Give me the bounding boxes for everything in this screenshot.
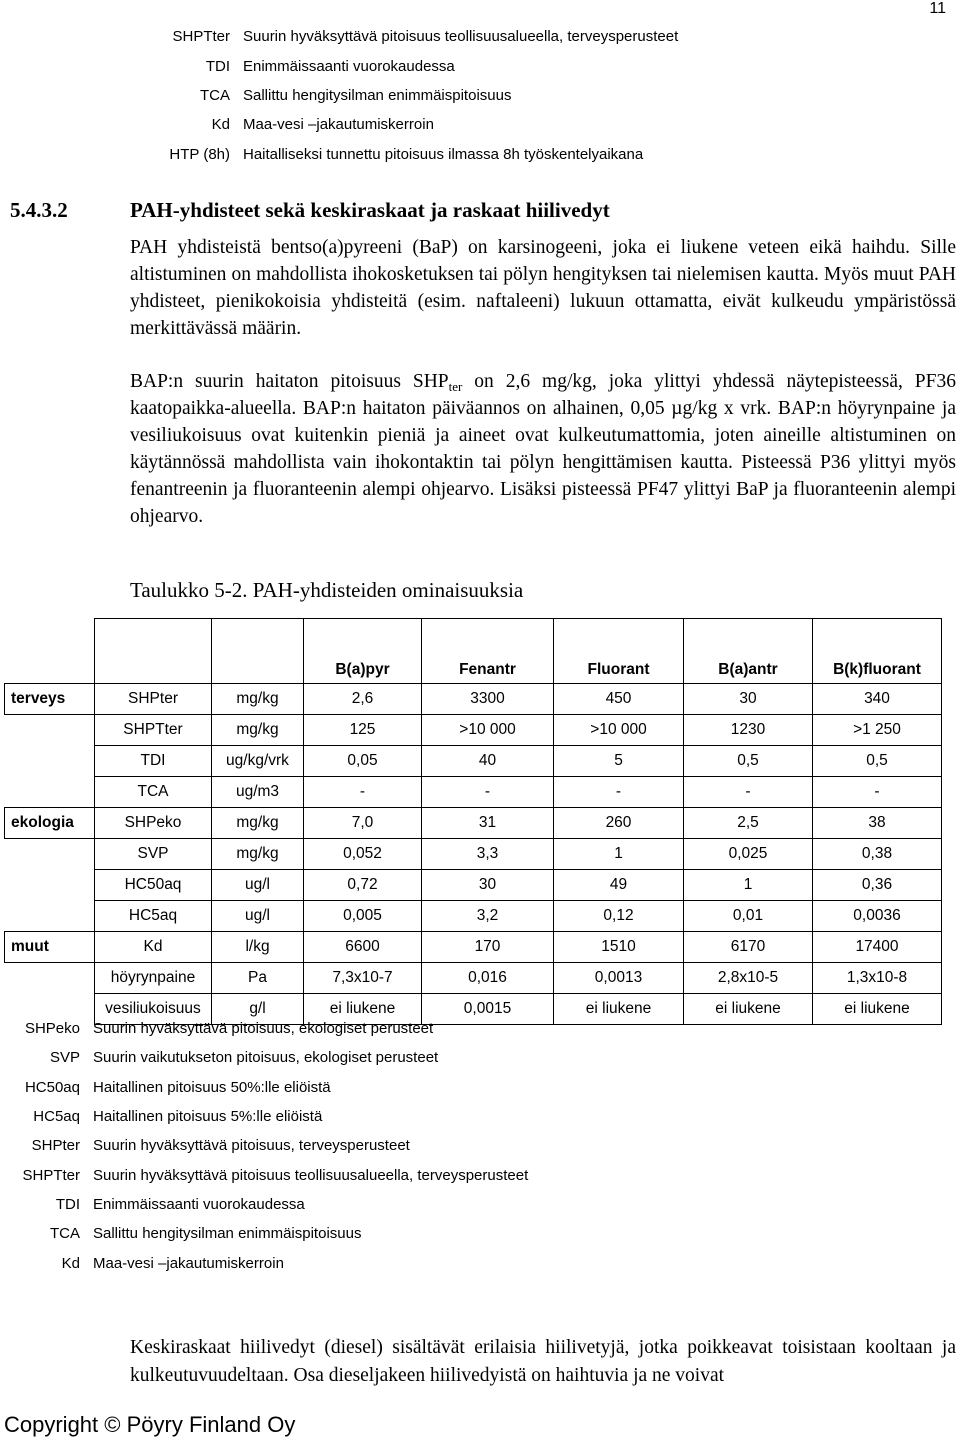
table-row — [5, 684, 942, 715]
table-header-row — [5, 619, 942, 684]
value-cell: 31 — [422, 808, 554, 839]
value-cell: 340 — [813, 684, 942, 715]
abbreviation-list-bottom — [4, 1014, 528, 1278]
abbreviation-text: Suurin hyväksyttävä pitoisuus teollisuusalueella, terveysperusteet — [93, 1166, 529, 1184]
abbreviation-key: TDI — [55, 1195, 80, 1213]
value-cell: 1230 — [684, 715, 813, 746]
abbreviation-text: Maa-vesi –jakautumiskerroin — [93, 1254, 284, 1272]
value-cell: 0,72 — [304, 870, 422, 901]
value-cell: ei liukene — [554, 994, 684, 1025]
category-cell — [5, 870, 95, 901]
unit-cell: Pa — [212, 963, 304, 994]
paragraph-bap — [130, 369, 956, 530]
abbreviation-key: HC5aq — [33, 1108, 80, 1126]
value-cell: 17400 — [813, 932, 942, 963]
abbreviation-key: Kd — [211, 116, 230, 134]
value-cell: 0,0013 — [554, 963, 684, 994]
section-heading — [10, 198, 610, 223]
abbreviation-key: SHPTter — [22, 1166, 80, 1184]
value-cell: 1 — [684, 870, 813, 901]
abbreviation-key: SVP — [49, 1049, 80, 1067]
abbreviation-row — [4, 1160, 528, 1189]
category-cell: muut — [5, 932, 95, 963]
abbreviation-row — [158, 81, 678, 110]
param-cell: HC50aq — [95, 870, 212, 901]
abbreviation-row — [4, 1131, 528, 1160]
value-cell: 0,005 — [304, 901, 422, 932]
category-cell — [5, 963, 95, 994]
value-cell: 5 — [554, 746, 684, 777]
param-cell: SHPTter — [95, 715, 212, 746]
value-cell: 1510 — [554, 932, 684, 963]
category-cell: terveys — [5, 684, 95, 715]
pah-properties-table — [4, 618, 942, 1025]
abbreviation-text: Haitallinen pitoisuus 5%:lle eliöistä — [93, 1108, 323, 1126]
abbreviation-row — [158, 110, 678, 139]
unit-cell: l/kg — [212, 932, 304, 963]
value-cell: - — [813, 777, 942, 808]
column-header: Fenantr — [422, 619, 554, 684]
table-row — [5, 963, 942, 994]
value-cell: 0,12 — [554, 901, 684, 932]
table-row — [5, 901, 942, 932]
value-cell: 6600 — [304, 932, 422, 963]
abbreviation-key: SHPter — [31, 1137, 80, 1155]
value-cell: 3,3 — [422, 839, 554, 870]
abbreviation-key: HTP (8h) — [169, 145, 230, 163]
value-cell: 6170 — [684, 932, 813, 963]
abbreviation-key: TCA — [200, 86, 230, 104]
abbreviation-text: Suurin hyväksyttävä pitoisuus teollisuusalueella, terveysperusteet — [243, 28, 679, 46]
param-cell: TDI — [95, 746, 212, 777]
table-row — [5, 808, 942, 839]
value-cell: ei liukene — [813, 994, 942, 1025]
value-cell: >10 000 — [554, 715, 684, 746]
abbreviation-text: Enimmäissaanti vuorokaudessa — [93, 1195, 305, 1213]
value-cell: ei liukene — [684, 994, 813, 1025]
abbreviation-text: Maa-vesi –jakautumiskerroin — [243, 116, 434, 134]
value-cell: - — [554, 777, 684, 808]
unit-cell: g/l — [212, 994, 304, 1025]
abbreviation-key: SHPTter — [172, 28, 230, 46]
abbreviation-row — [4, 1190, 528, 1219]
param-cell: SHPeko — [95, 808, 212, 839]
abbreviation-key: Kd — [61, 1254, 80, 1272]
unit-cell: ug/kg/vrk — [212, 746, 304, 777]
value-cell: >10 000 — [422, 715, 554, 746]
unit-cell: ug/l — [212, 901, 304, 932]
value-cell: 0,052 — [304, 839, 422, 870]
value-cell: 260 — [554, 808, 684, 839]
abbreviation-key: SHPeko — [24, 1020, 80, 1038]
abbreviation-row — [158, 140, 678, 169]
copyright-footer: Copyright © Pöyry Finland Oy — [4, 1412, 296, 1437]
value-cell: 1,3x10-8 — [813, 963, 942, 994]
value-cell: 2,8x10-5 — [684, 963, 813, 994]
column-header: B(a)antr — [684, 619, 813, 684]
empty-cell — [5, 619, 95, 684]
table-row — [5, 839, 942, 870]
unit-cell: ug/m3 — [212, 777, 304, 808]
value-cell: 7,0 — [304, 808, 422, 839]
value-cell: 1 — [554, 839, 684, 870]
value-cell: 0,0036 — [813, 901, 942, 932]
category-cell — [5, 746, 95, 777]
table-caption: Taulukko 5-2. PAH-yhdisteiden ominaisuuksia — [130, 578, 524, 602]
paragraph-bap-start: BAP:n suurin haitaton pitoisuus SHP — [130, 371, 449, 392]
section-title: PAH-yhdisteet sekä keskiraskaat ja raskaat hiilivedyt — [130, 198, 610, 222]
abbreviation-text: Sallittu hengitysilman enimmäispitoisuus — [243, 86, 512, 104]
abbreviation-text: Suurin vaikutukseton pitoisuus, ekologiset perusteet — [93, 1049, 439, 1067]
value-cell: 7,3x10-7 — [304, 963, 422, 994]
abbreviation-row — [158, 22, 678, 51]
empty-header-cell — [95, 619, 212, 684]
abbreviation-row — [158, 51, 678, 80]
unit-cell: mg/kg — [212, 808, 304, 839]
value-cell: 2,5 — [684, 808, 813, 839]
value-cell: 40 — [422, 746, 554, 777]
value-cell: 0,38 — [813, 839, 942, 870]
value-cell: 49 — [554, 870, 684, 901]
value-cell: 0,016 — [422, 963, 554, 994]
table-row — [5, 932, 942, 963]
abbreviation-list-top — [158, 22, 678, 169]
param-cell: höyrynpaine — [95, 963, 212, 994]
value-cell: 3300 — [422, 684, 554, 715]
paragraph-hydrocarbons: Keskiraskaat hiilivedyt (diesel) sisältävät erilaisia hiilivetyjä, jotka poikkeavat toisistaan kooltaan ja kulkeutuvuudeltaan. Osa dieseljakeen hiilivedyistä on haihtuvia ja ne voivat — [130, 1337, 956, 1386]
abbreviation-text: Suurin hyväksyttävä pitoisuus, terveysperusteet — [93, 1137, 410, 1155]
value-cell: >1 250 — [813, 715, 942, 746]
section-number: 5.4.3.2 — [10, 198, 68, 222]
value-cell: ei liukene — [304, 994, 422, 1025]
abbreviation-row — [4, 1014, 528, 1043]
abbreviation-text: Suurin hyväksyttävä pitoisuus, ekologiset perusteet — [93, 1020, 434, 1038]
unit-cell: ug/l — [212, 870, 304, 901]
value-cell: 170 — [422, 932, 554, 963]
abbreviation-text: Sallittu hengitysilman enimmäispitoisuus — [93, 1225, 362, 1243]
param-cell: HC5aq — [95, 901, 212, 932]
param-cell: Kd — [95, 932, 212, 963]
value-cell: 450 — [554, 684, 684, 715]
value-cell: 0,01 — [684, 901, 813, 932]
value-cell: 30 — [422, 870, 554, 901]
unit-cell: mg/kg — [212, 839, 304, 870]
abbreviation-text: Haitallinen pitoisuus 50%:lle eliöistä — [93, 1078, 331, 1096]
value-cell: 0,025 — [684, 839, 813, 870]
paragraph-bap-rest: on 2,6 mg/kg, joka ylittyi yhdessä näytepisteessä, PF36 kaatopaikka-alueella. BAP:n haitaton päiväannos on alhainen, 0,05 µg/kg x vrk. BAP:n höyrynpaine ja vesiliukoisuus ovat kuitenkin pieniä ja aineet ovat kulkeutumattomia, joten aineille altistuminen on käytännössä mahdollista vain ihokontaktin tai pölyn hengittämisen kautta. Pisteessä P36 ylittyi myös fenantreenin ja fluoranteenin alempi ohjearvo. Lisäksi pisteessä PF47 ylittyi BaP ja fluoranteenin alempi ohjearvo. — [130, 371, 956, 527]
abbreviation-row — [4, 1248, 528, 1277]
column-header: B(k)fluorant — [813, 619, 942, 684]
empty-header-cell — [212, 619, 304, 684]
abbreviation-row — [4, 1043, 528, 1072]
unit-cell: mg/kg — [212, 715, 304, 746]
column-header: Fluorant — [554, 619, 684, 684]
abbreviation-row — [4, 1073, 528, 1102]
value-cell: 0,0015 — [422, 994, 554, 1025]
table-row — [5, 777, 942, 808]
value-cell: 0,05 — [304, 746, 422, 777]
abbreviation-key: TDI — [205, 57, 230, 75]
page-number: 11 — [929, 0, 946, 17]
abbreviation-key: TCA — [50, 1225, 80, 1243]
value-cell: 2,6 — [304, 684, 422, 715]
param-cell: TCA — [95, 777, 212, 808]
value-cell: 125 — [304, 715, 422, 746]
table-row — [5, 746, 942, 777]
value-cell: 38 — [813, 808, 942, 839]
category-cell — [5, 777, 95, 808]
value-cell: 3,2 — [422, 901, 554, 932]
abbreviation-text: Haitalliseksi tunnettu pitoisuus ilmassa 8h työskentelyaikana — [243, 145, 644, 163]
abbreviation-key: HC50aq — [24, 1078, 80, 1096]
value-cell: 30 — [684, 684, 813, 715]
value-cell: 0,5 — [684, 746, 813, 777]
value-cell: - — [422, 777, 554, 808]
abbreviation-text: Enimmäissaanti vuorokaudessa — [243, 57, 455, 75]
param-cell: vesiliukoisuus — [95, 994, 212, 1025]
value-cell: 0,5 — [813, 746, 942, 777]
table-row — [5, 715, 942, 746]
table-row — [5, 870, 942, 901]
paragraph-bap-subscript: ter — [448, 379, 463, 394]
unit-cell: mg/kg — [212, 684, 304, 715]
category-cell: ekologia — [5, 808, 95, 839]
category-cell — [5, 901, 95, 932]
param-cell: SHPter — [95, 684, 212, 715]
abbreviation-row — [4, 1102, 528, 1131]
value-cell: - — [684, 777, 813, 808]
column-header: B(a)pyr — [304, 619, 422, 684]
category-cell — [5, 715, 95, 746]
abbreviation-row — [4, 1219, 528, 1248]
category-cell — [5, 839, 95, 870]
value-cell: 0,36 — [813, 870, 942, 901]
paragraph-pah-intro: PAH yhdisteistä bentso(a)pyreeni (BaP) on karsinogeeni, joka ei liukene veteen eikä haihdu. Sille altistuminen on mahdollista ihokosketuksen tai pölyn hengityksen tai nielemisen kautta. Myös muut PAH yhdisteet, pienikokoisia yhdisteitä (esim. naftaleeni) lukuun ottamatta, eivät kulkeudu ympäristössä merkittävässä määrin. — [130, 237, 956, 339]
value-cell: - — [304, 777, 422, 808]
param-cell: SVP — [95, 839, 212, 870]
